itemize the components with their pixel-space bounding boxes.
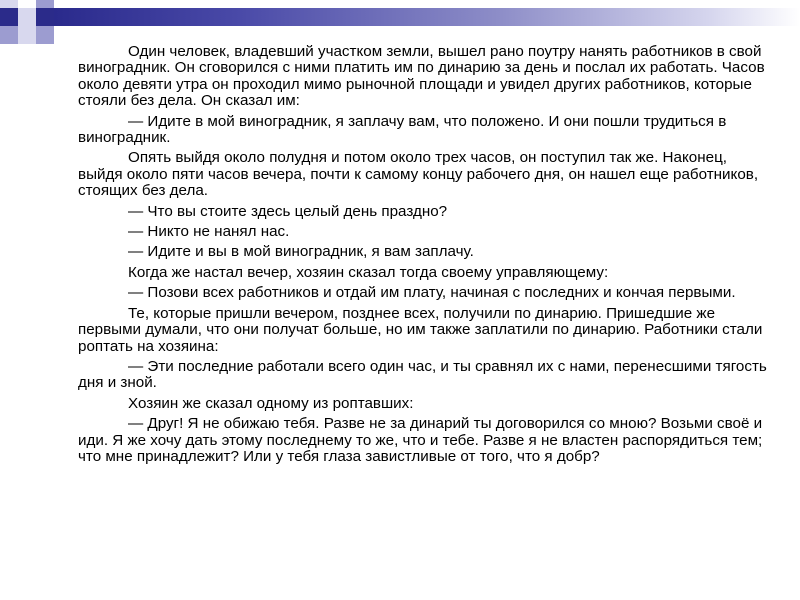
decor-square bbox=[0, 0, 18, 8]
paragraph: — Позови всех работников и отдай им плату, начиная с последних и кончая первыми. bbox=[128, 284, 736, 302]
paragraph: Хозяин же сказал одному из роптавших: bbox=[128, 394, 414, 412]
paragraph: — Эти последние работали всего один час, и ты сравнял их с нами, перенесшими тягость дня и зной. bbox=[78, 357, 767, 392]
parable-text bbox=[78, 44, 768, 469]
decor-square bbox=[36, 8, 54, 26]
paragraph: Когда же настал вечер, хозяин сказал тогда своему управляющему: bbox=[128, 263, 609, 281]
paragraph: — Друг! Я не обижаю тебя. Разве не за динарий ты договорился со мною? Возьми своё и иди. Я же хочу дать этому последнему то же, что и тебе. Разве я не властен распорядиться тем; что мне принадлежит? Или у тебя глаза завистливые от того, что я добр? bbox=[78, 415, 763, 465]
paragraph: — Никто не нанял нас. bbox=[128, 223, 290, 241]
decor-square bbox=[18, 26, 36, 44]
paragraph: — Идите в мой виноградник, я заплачу вам, что положено. И они пошли трудиться в виноградник. bbox=[78, 112, 727, 147]
paragraph: — Что вы стоите здесь целый день праздно? bbox=[128, 202, 448, 220]
paragraph: Опять выйдя около полудня и потом около трех часов, он поступил так же. Наконец, выйдя около пяти часов вечера, почти к самому концу рабочего дня, он нашел еще работников, стоящих без дела. bbox=[78, 149, 759, 200]
decor-square bbox=[36, 26, 54, 44]
header-gradient-band bbox=[54, 8, 800, 26]
decor-square bbox=[0, 26, 18, 44]
paragraph: Те, которые пришли вечером, позднее всех, получили по динарию. Пришедшие же первыми думали, что они получат больше, но им также заплатили по динарию. Работники стали роптать на хозяина: bbox=[78, 304, 763, 355]
paragraph: — Идите и вы в мой виноградник, я вам заплачу. bbox=[128, 243, 474, 261]
decor-square bbox=[18, 8, 36, 26]
paragraph: Один человек, владевший участком земли, вышел рано поутру нанять работников в свой виноградник. Он сговорился с ними платить им по динарию за день и послал их работать. Часов около девяти утра он проходил мимо рыночной площади и увидел других работников, которые стояли без дела. Он сказал им: bbox=[78, 43, 765, 110]
decor-square bbox=[0, 8, 18, 26]
decor-square bbox=[36, 0, 54, 8]
